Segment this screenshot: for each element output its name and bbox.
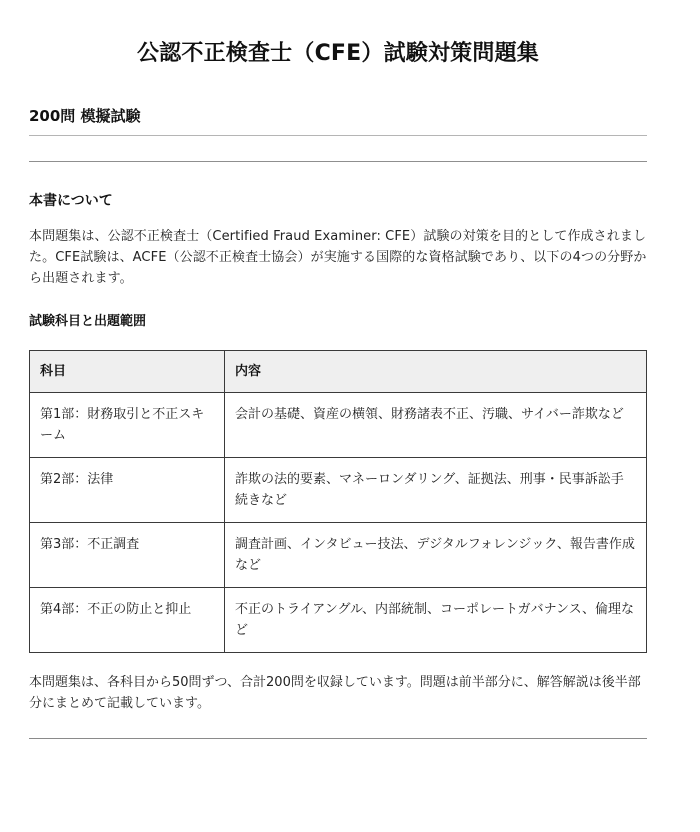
divider (29, 135, 647, 136)
subject-cell: 第3部：不正調査 (30, 523, 225, 588)
subject-cell: 第1部：財務取引と不正スキーム (30, 393, 225, 458)
table-row (30, 523, 647, 588)
table-header-row (30, 351, 647, 393)
section-heading-about: 本書について (29, 193, 113, 209)
document-title: 公認不正検査士（CFE）試験対策問題集 (136, 41, 539, 66)
content-cell: 会計の基礎、資産の横領、財務諸表不正、汚職、サイバー詐欺など (225, 393, 647, 458)
table-row (30, 588, 647, 653)
column-header-content: 内容 (225, 351, 647, 393)
divider (29, 161, 647, 162)
content-cell: 不正のトライアングル、内部統制、コーポレートガバナンス、倫理など (225, 588, 647, 653)
exam-scope-table (29, 350, 647, 653)
document-subtitle: 200問 模擬試験 (29, 107, 141, 125)
subject-cell: 第4部：不正の防止と抑止 (30, 588, 225, 653)
content-cell: 調査計画、インタビュー技法、デジタルフォレンジック、報告書作成など (225, 523, 647, 588)
subject-cell: 第2部：法律 (30, 458, 225, 523)
table-row (30, 393, 647, 458)
divider (29, 738, 647, 739)
column-header-subject: 科目 (30, 351, 225, 393)
content-cell: 詐欺の法的要素、マネーロンダリング、証拠法、刑事・民事訴訟手続きなど (225, 458, 647, 523)
table-row (30, 458, 647, 523)
about-paragraph: 本問題集は、公認不正検査士（Certified Fraud Examiner: CFE）試験の対策を目的として作成されました。CFE試験は、ACFE（公認不正検査士協会）が実施する国際的な資格試験であり、以下の4つの分野から出題されます。 (29, 229, 647, 286)
section-heading-scope: 試験科目と出題範囲 (29, 314, 147, 329)
closing-paragraph: 本問題集は、各科目から50問ずつ、合計200問を収録しています。問題は前半部分に、解答解説は後半部分にまとめて記載しています。 (29, 675, 641, 711)
